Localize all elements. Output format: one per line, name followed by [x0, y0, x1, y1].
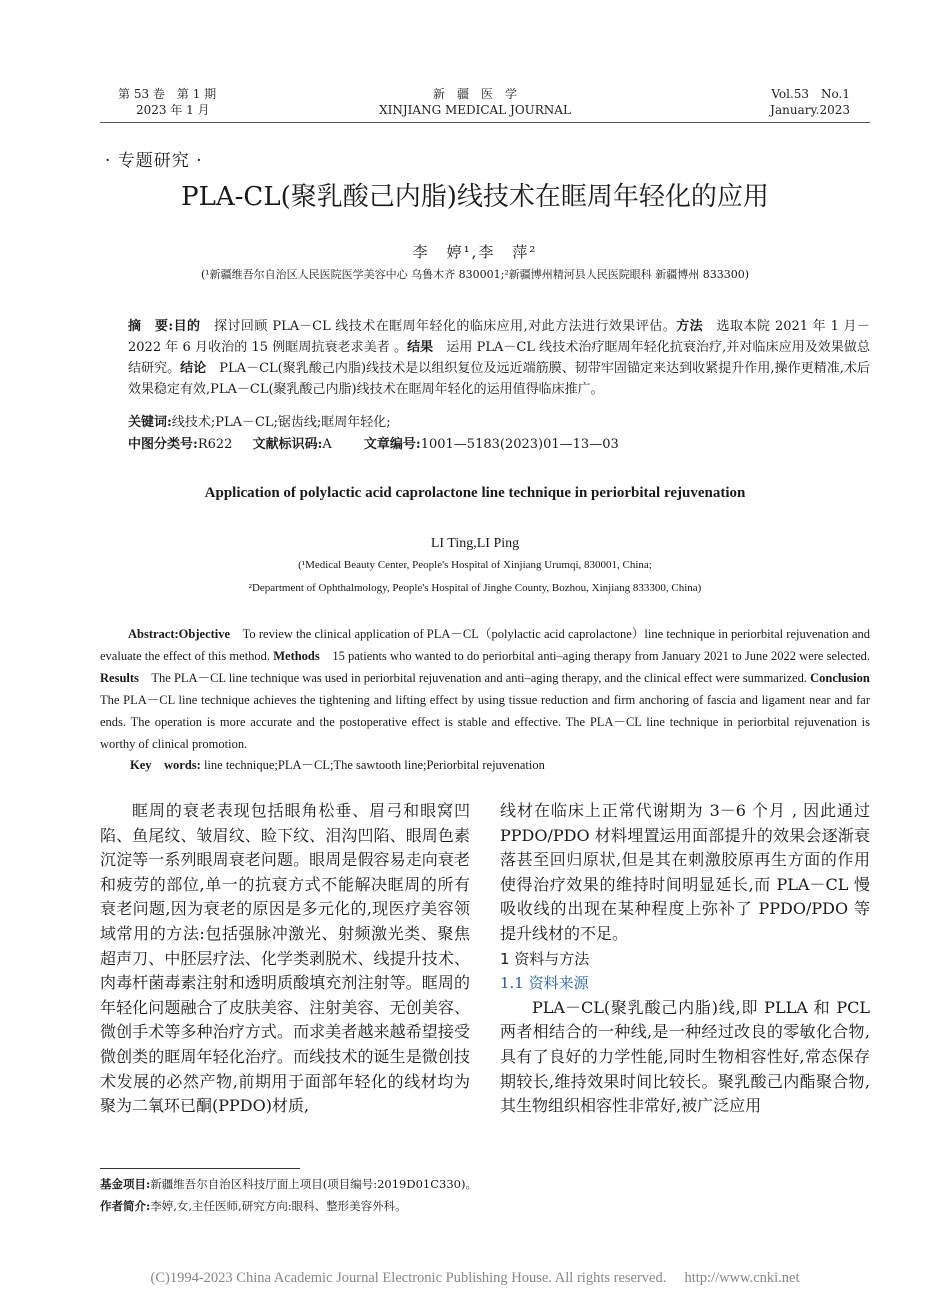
keywords-cn	[128, 411, 391, 430]
abstract-en-results-label: Results	[100, 671, 139, 685]
clc-label: 中图分类号:	[128, 437, 198, 452]
doc-code-value: A	[322, 437, 332, 452]
article-title: PLA-CL(聚乳酸己内脂)线技术在眶周年轻化的应用	[181, 182, 769, 212]
english-affiliation-1: (¹Medical Beauty Center, People's Hospital of Xinjiang Urumqi, 830001, China;	[298, 559, 652, 571]
doc-code-label: 文献标识码:	[252, 437, 323, 452]
body-left-column	[100, 799, 470, 1119]
keywords-cn-label: 关键词:	[128, 415, 172, 430]
fund-value: 新疆维吾尔自治区科技厅面上项目(项目编号:2019D01C330)。	[150, 1177, 477, 1191]
footnote-author	[100, 1198, 407, 1214]
section-tag: · 专题研究 ·	[105, 151, 203, 171]
authors-cn: 李 婷¹,李 萍²	[412, 243, 538, 261]
footnote-fund	[100, 1176, 477, 1192]
abstract-en-label: Abstract:Objective	[128, 627, 231, 641]
abstract-en-methods: 15 patients who wanted to do periorbital anti–aging therapy from January 2021 to June 2022 were selected.	[319, 649, 870, 663]
journal-name-cn: 新 疆 医 学	[432, 87, 517, 101]
abstract-cn-label: 摘 要:目的	[128, 319, 201, 334]
body-paragraph: 线材在临床上正常代谢期为 3－6 个月 , 因此通过 PPDO/PDO 材料埋置运用面部提升的效果会逐渐衰落甚至回归原状,但是其在刺激胶原再生方面的作用使得治疗效果的维持时间明显延长,而 PLA－CL 慢吸收线的出现在某种程度上弥补了 PPDO/PDO 等提升线材的不足。	[500, 801, 870, 943]
volume-issue-en: Vol.53 No.1	[771, 87, 850, 101]
body-right-column	[500, 799, 870, 1119]
article-number-value: 1001—5183(2023)01—13—03	[420, 437, 619, 452]
volume-issue-cn: 第 53 卷 第 1 期	[118, 87, 217, 101]
subsection-heading: 1.1 资料来源	[500, 974, 589, 993]
abstract-cn-results-label: 结果	[407, 340, 434, 355]
author-bio-label: 作者简介:	[100, 1199, 151, 1213]
abstract-en-conclusion-label: Conclusion	[810, 671, 870, 685]
abstract-cn-objective: 探讨回顾 PLA－CL 线技术在眶周年轻化的临床应用,对此方法进行效果评估。	[200, 319, 677, 334]
abstract-cn	[128, 316, 870, 400]
english-authors: LI Ting,LI Ping	[430, 536, 520, 551]
date-en: January.2023	[770, 103, 850, 117]
footnote-divider	[100, 1168, 300, 1169]
abstract-en-objective: To review the clinical application of PLA－CL（polylactic acid caprolactone）line technique in periorbital rejuvenation and evaluate the effect of this method.	[100, 627, 870, 663]
keywords-en	[130, 755, 545, 773]
abstract-cn-methods: 选取本院 2021 年 1 月－2022 年 6 月收治的 15 例眶周抗衰老求美者 。	[128, 319, 870, 355]
fund-label: 基金项目:	[100, 1177, 151, 1191]
date-cn: 2023 年 1 月	[136, 103, 210, 117]
abstract-cn-conclusion: PLA－CL(聚乳酸己内脂)线技术是以组织复位及远近端筋膜、韧带牢固锚定来达到收紧提升作用,操作更精准,术后效果稳定有效,PLA－CL(聚乳酸己内脂)线技术在眶周年轻化的运用值得临床推广。	[128, 361, 870, 397]
section-heading: 1 资料与方法	[500, 949, 590, 968]
abstract-en-results: The PLA－CL line technique was used in periorbital rejuvenation and anti–aging therapy, and the clinical effect were summarized.	[138, 671, 811, 685]
classification-line	[128, 433, 619, 452]
running-header-right	[770, 86, 850, 118]
header-divider	[100, 122, 870, 123]
abstract-cn-methods-label: 方法	[676, 319, 704, 334]
body-paragraph: 眶周的衰老表现包括眼角松垂、眉弓和眼窝凹陷、鱼尾纹、皱眉纹、睑下纹、泪沟凹陷、眼周色素沉淀等一系列眼周衰老问题。眼周是假容易走向衰老和疲劳的部位,单一的抗衰方式不能解决眶周的所有衰老问题,因为衰老的原因是多元化的,现医疗美容领域常用的方法:包括强脉冲激光、射频激光类、聚焦超声刀、中胚层疗法、化学类剥脱术、线提升技术、肉毒杆菌毒素注射和透明质酸填充剂注射等。眶周的年轻化问题融合了皮肤美容、注射美容、无创美容、微创手术等多种治疗方式。而求美者越来越希望接受微创类的眶周年轻化治疗。而线技术的诞生是微创技术发展的必然产物,前期用于面部年轻化的线材均为聚为二氧环已酮(PPDO)材质,	[100, 801, 470, 1116]
english-affiliation-2: ²Department of Ophthalmology, People's Hospital of Jinghe County, Bozhou, Xinjiang 833300, China)	[248, 582, 702, 594]
english-title: Application of polylactic acid caprolactone line technique in periorbital rejuvenation	[204, 485, 746, 501]
abstract-en-methods-label: Methods	[273, 649, 320, 663]
keywords-en-label: Key words:	[130, 758, 201, 772]
clc-value: R622	[197, 437, 233, 452]
abstract-en-conclusion: The PLA－CL line technique achieves the tightening and lifting effect by using tissue reduction and firm anchoring of fascia and ligament near and far ends. The operation is more accurate and the postoperative effect is stable and effective. The PLA－CL line technique in periorbital rejuvenation is worthy of clinical promotion.	[100, 671, 883, 751]
keywords-cn-value: 线技术;PLA－CL;锯齿线;眶周年轻化;	[171, 415, 391, 430]
copyright-watermark: (C)1994-2023 China Academic Journal Electronic Publishing House. All rights reserved. http://www.cnki.net	[150, 1270, 800, 1286]
abstract-cn-conclusion-label: 结论	[180, 361, 207, 376]
abstract-cn-results: 运用 PLA－CL 线技术治疗眶周年轻化抗衰治疗,并对临床应用及效果做总结研究。	[128, 340, 870, 376]
abstract-en	[100, 623, 883, 755]
body-paragraph: PLA－CL(聚乳酸己内脂)线,即 PLLA 和 PCL 两者相结合的一种线,是一种经过改良的零敏化合物,具有了良好的力学性能,同时生物相容性好,常态保存期较长,维持效果时间比较长。聚乳酸己内酯聚合物,其生物组织相容性非常好,被广泛应用	[500, 997, 870, 1116]
journal-name-en: XINJIANG MEDICAL JOURNAL	[379, 103, 571, 117]
author-bio-value: 李婷,女,主任医师,研究方向:眼科、整形美容外科。	[150, 1199, 407, 1213]
article-number-label: 文章编号:	[363, 437, 421, 452]
keywords-en-value: line technique;PLA－CL;The sawtooth line;Periorbital rejuvenation	[200, 758, 545, 772]
affiliation-cn: (¹新疆维吾尔自治区人民医院医学美容中心 乌鲁木齐 830001;²新疆博州精河县人民医院眼科 新疆博州 833300)	[200, 268, 750, 281]
